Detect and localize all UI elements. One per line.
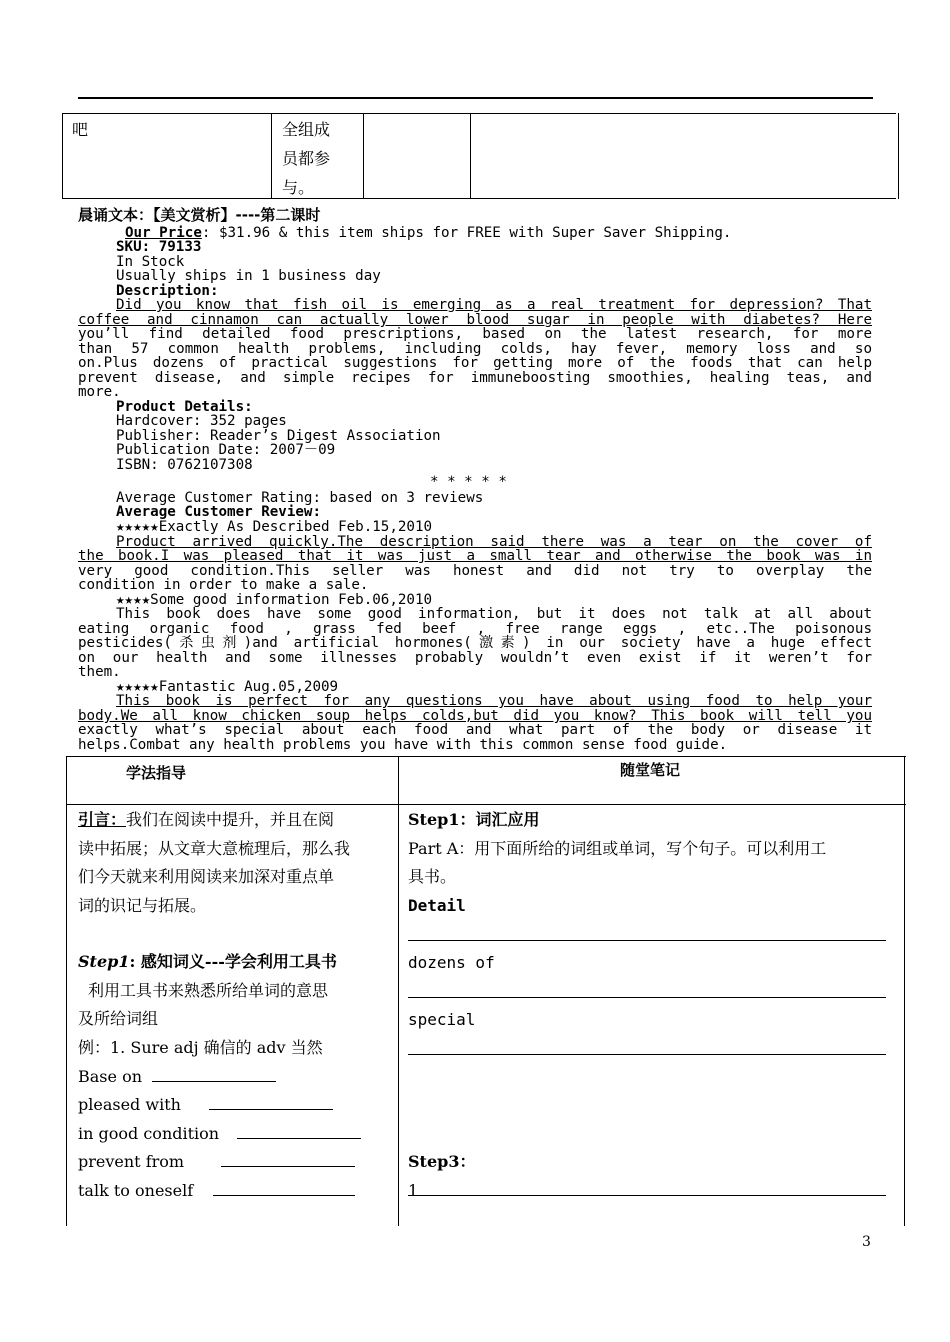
review2-head: ★★★★Some good information Feb.06,2010 [116, 592, 433, 608]
review3-head: ★★★★★Fantastic Aug.05,2009 [116, 679, 339, 695]
intro-text: 们今天就来利用阅读来加深对重点单 [78, 867, 335, 887]
right-column-title: 随堂笔记 [620, 761, 681, 779]
answer-blank[interactable] [237, 1124, 361, 1139]
intro-text: 词的识记与拓展。 [78, 895, 207, 915]
review-line: helps.Combat any health problems you have with this common sense food guide. [78, 737, 728, 753]
stars-line: * * * * * [430, 474, 507, 490]
review1-head: ★★★★★Exactly As Described Feb.15,2010 [116, 519, 433, 535]
word-special: special [408, 1010, 476, 1029]
writing-line[interactable] [408, 1054, 886, 1055]
writing-line[interactable] [408, 940, 886, 941]
publisher-line: Publisher: Reader’s Digest Association [116, 428, 441, 444]
phrase-label: prevent from [78, 1152, 185, 1171]
word-dozens-of: dozens of [408, 953, 495, 972]
answer-blank[interactable] [209, 1095, 333, 1110]
step1-label: Step1 [78, 952, 130, 971]
details-label: Product Details: [116, 399, 253, 415]
isbn-line: ISBN: 0762107308 [116, 457, 253, 473]
answer-blank[interactable] [213, 1181, 355, 1196]
review-line: This book does have some good information, but it does not talk at all about [116, 606, 872, 622]
price-text: : $31.96 & this item ships for FREE with Super Saver Shipping. [201, 225, 732, 241]
description-text: Did you know that fish oil is emerging as a real treatment for depression? That [116, 297, 872, 313]
phrase-row [78, 1148, 355, 1177]
phrase-label: pleased with [78, 1095, 181, 1114]
description-line: than 57 common health problems, including colds, hay fever, memory loss and so [78, 341, 872, 357]
top-table-cell-1: 吧 [72, 120, 89, 139]
word-detail: Detail [408, 896, 466, 915]
phrase-row [78, 1091, 333, 1120]
left-column-title: 学法指导 [126, 764, 187, 782]
top-table [62, 113, 896, 199]
phrase-row [78, 1177, 355, 1206]
page-number: 3 [862, 1234, 871, 1250]
phrase-row [78, 1120, 361, 1149]
description-line: more. [78, 384, 121, 400]
avg-review-label: Average Customer Review: [116, 504, 321, 520]
answer-blank[interactable] [221, 1152, 355, 1167]
description-label: Description: [116, 283, 219, 299]
right-step1: Step1：词汇应用 [408, 810, 540, 829]
review-text: Product arrived quickly.The description said there was a tear on the cover of [116, 534, 872, 550]
right-step3: Step3： [408, 1152, 476, 1171]
review-line [116, 694, 872, 709]
phrase-label: Base on [78, 1067, 142, 1086]
cell-line: 全组成 [282, 120, 331, 139]
answer-blank[interactable] [152, 1067, 276, 1082]
price-line [125, 226, 731, 241]
ships-line: Usually ships in 1 business day [116, 268, 381, 284]
price-label: Our Price [125, 225, 202, 241]
top-table-cell-2 [282, 115, 330, 202]
part-a-line: 具书。 [408, 867, 457, 886]
pubdate-line: Publication Date: 2007－09 [116, 442, 336, 458]
step1-title [78, 948, 337, 977]
phrase-row [78, 1063, 276, 1092]
description-line: on.Plus dozens of practical suggestions for getting more of the foods that can help [78, 355, 872, 371]
stock-line: In Stock [116, 254, 185, 270]
description-line [116, 298, 872, 313]
review-line: them. [78, 664, 121, 680]
description-line: you’ll find detailed food prescriptions, based on the latest research, for more [78, 326, 872, 342]
review-line: on our health and some illnesses probably wouldn’t even exist if it weren’t for [78, 650, 872, 666]
intro-text: 我们在阅读中提升，并且在阅 [126, 810, 335, 829]
part-a-line [408, 835, 826, 864]
writing-line[interactable] [408, 997, 886, 998]
review-text: This book is perfect for any questions you have about using food to help your [116, 693, 872, 709]
part-a-text: Part A：用下面所给的词组或单词，写个句子。可以利用工 [408, 839, 827, 858]
intro-paragraph [78, 806, 390, 920]
header-rule [78, 97, 873, 99]
cell-line: 与。 [282, 178, 315, 197]
avg-rating-line: Average Customer Rating: based on 3 reviews [116, 490, 484, 506]
writing-line[interactable] [408, 1195, 886, 1196]
hardcover-line: Hardcover: 352 pages [116, 413, 287, 429]
cell-line: 员都参 [282, 149, 331, 168]
review-line: condition in order to make a sale. [78, 577, 369, 593]
review-text: the book.I was pleased that it was just a small tear and otherwise the book was in [78, 548, 872, 564]
intro-text: 读中拓展；从文章大意梳理后，那么我 [78, 838, 351, 858]
review-line: exactly what’s special about each food and what part of the body or disease it [78, 722, 872, 738]
description-text: coffee and cinnamon can actually lower blood sugar in people with diabetes? Here [78, 312, 872, 328]
example-line: 例：1. Sure adj 确信的 adv 当然 [78, 1038, 323, 1057]
intro-label: 引言： [78, 810, 127, 829]
phrase-label: talk to oneself [78, 1181, 194, 1200]
review-line: pesticides(杀虫剂)and artificial hormones(激素) in our society have a huge effect [78, 635, 872, 651]
review-line: eating organic food , grass fed beef , free range eggs , etc..The poisonous [78, 621, 872, 637]
review-text: body.We all know chicken soup helps colds,but did you know? This book will tell you [78, 708, 872, 724]
review-line [78, 549, 872, 564]
step1-desc: 利用工具书来熟悉所给单词的意思 [88, 981, 329, 1000]
step1-title-text: : 感知词义---学会利用工具书 [129, 952, 337, 971]
sku-line: SKU: 79133 [116, 239, 202, 255]
reading-heading: 晨诵文本：【美文赏析】----第二课时 [78, 206, 321, 224]
step1-desc: 及所给词组 [78, 1009, 159, 1028]
review-line: very good condition.This seller was honest and did not try to overplay the [78, 563, 872, 579]
description-line: prevent disease, and simple recipes for immuneboosting smoothies, healing teas, and [78, 370, 872, 386]
step3-item-number: 1 [408, 1181, 419, 1200]
phrase-label: in good condition [78, 1124, 220, 1143]
